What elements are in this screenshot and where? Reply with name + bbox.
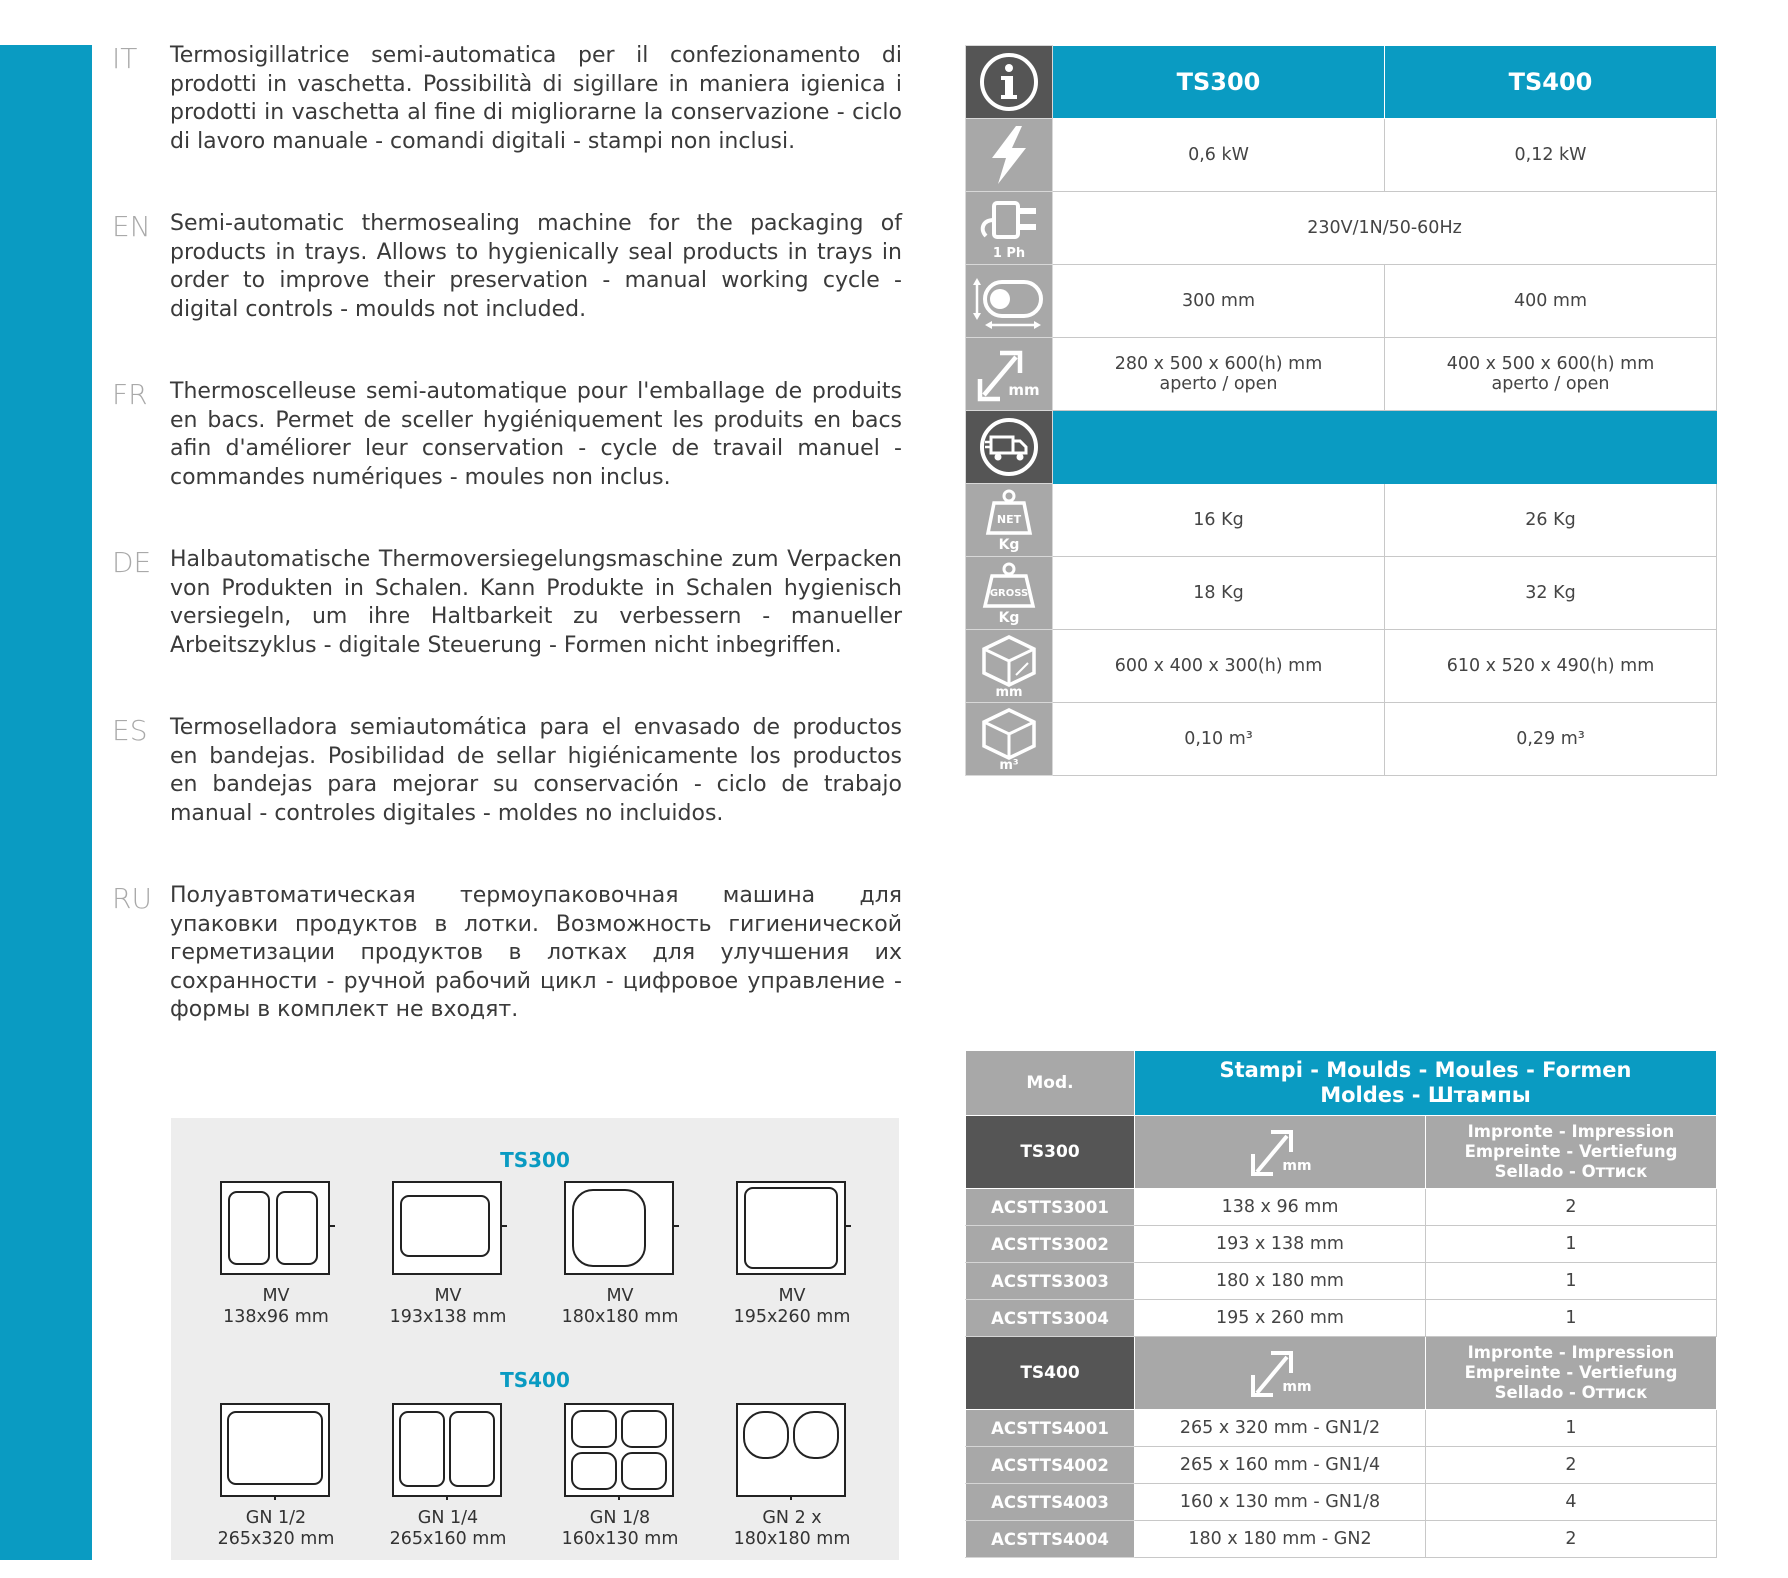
mod-header: Mod.	[966, 1051, 1135, 1116]
description-text: Полуавтоматическая термоупаковочная машина для упаковки продуктов в лотки. Возможность гигиенической герметизации продуктов в лотках для улучшения их сохранности - ручной рабочий цикл - цифровое управление - формы в комплект не входят.	[170, 883, 902, 1022]
mould-gn-two-icon	[727, 1400, 857, 1500]
imprint-line2: Empreinte - Vertiefung	[1464, 1142, 1678, 1161]
ts400-diagram-title: TS400	[500, 1368, 570, 1392]
package-dimensions-ts300: 600 x 400 x 300(h) mm	[1053, 630, 1385, 703]
description-fr	[112, 378, 902, 492]
description-text: Halbautomatische Thermoversiegelungsmaschine zum Verpacken von Produkten in Schalen. Kann Produkte in Schalen hygienisch versiegeln, um ihre Haltbarkeit zu verbessern - manueller Arbeitszyklus - digitale Steuerung - Formen nicht inbegriffen.	[170, 547, 902, 658]
power-icon-cell	[966, 119, 1053, 192]
spec-header-row	[966, 46, 1717, 119]
lightning-icon	[984, 124, 1034, 186]
gross-weight-icon-cell	[966, 557, 1053, 630]
group-model: TS400	[966, 1337, 1135, 1410]
mould-size: 180 x 180 mm - GN2	[1135, 1521, 1426, 1558]
mould-count: 1	[1426, 1410, 1717, 1447]
gross-weight-icon	[978, 560, 1040, 626]
mould-diagram	[373, 1400, 523, 1550]
volume-box-icon	[978, 706, 1040, 772]
mould-type: MV	[262, 1286, 290, 1306]
mould-count: 2	[1426, 1189, 1717, 1226]
mould-code: ACSTTS3003	[966, 1263, 1135, 1300]
mould-type: GN 1/2	[245, 1508, 307, 1528]
table-row	[966, 1447, 1717, 1484]
sealing-width-icon-cell	[966, 265, 1053, 338]
delivery-truck-icon	[978, 416, 1040, 478]
gross-label: GROSS	[989, 588, 1029, 599]
mould-size: 180x180 mm	[561, 1307, 679, 1327]
mould-diagram	[373, 1178, 523, 1328]
mould-count: 4	[1426, 1484, 1717, 1521]
description-de	[112, 546, 902, 660]
group-header-row	[966, 1116, 1717, 1189]
dimensions-arrow-icon	[1245, 1124, 1315, 1180]
mould-gn-quarter-icon	[383, 1400, 513, 1500]
language-code: IT	[112, 42, 138, 75]
mould-code: ACSTTS3001	[966, 1189, 1135, 1226]
imprint-line3: Sellado - Оттиск	[1494, 1383, 1648, 1402]
description-text: Semi-automatic thermosealing machine for the packaging of products in trays. Allows to hygienically seal products in trays in order to improve their preservation - manual working cycle - digital controls - moulds not included.	[170, 211, 902, 322]
mould-size: 265 x 160 mm - GN1/4	[1135, 1447, 1426, 1484]
gross-weight-row	[966, 557, 1717, 630]
language-code: RU	[112, 882, 152, 915]
sealing-width-ts300: 300 mm	[1053, 265, 1385, 338]
delivery-icon-cell	[966, 411, 1053, 484]
mould-size: 138 x 96 mm	[1135, 1189, 1426, 1226]
volume-ts400: 0,29 m³	[1385, 703, 1717, 776]
moulds-header-row	[966, 1051, 1717, 1116]
table-row	[966, 1410, 1717, 1447]
phase-label: 1 Ph	[992, 246, 1026, 261]
mould-diagram	[545, 1178, 695, 1328]
voltage-row	[966, 192, 1717, 265]
language-code: EN	[112, 210, 151, 243]
mould-count: 2	[1426, 1447, 1717, 1484]
shipping-header-row	[966, 411, 1717, 484]
mould-count: 1	[1426, 1300, 1717, 1337]
package-dimensions-icon-cell	[966, 630, 1053, 703]
mould-code: ACSTTS4003	[966, 1484, 1135, 1521]
net-weight-row	[966, 484, 1717, 557]
sidebar-accent-bar	[0, 45, 92, 1560]
language-code: FR	[112, 378, 148, 411]
power-row	[966, 119, 1717, 192]
model-ts400-header: TS400	[1385, 46, 1717, 119]
dimension-icon-cell	[1135, 1337, 1426, 1410]
dimensions-arrow-icon	[1245, 1345, 1315, 1401]
table-row	[966, 1263, 1717, 1300]
info-icon	[978, 51, 1040, 113]
table-row	[966, 1484, 1717, 1521]
mould-type: GN 1/8	[589, 1508, 651, 1528]
mould-large-icon	[727, 1178, 857, 1278]
power-ts400: 0,12 kW	[1385, 119, 1717, 192]
imprint-header	[1426, 1337, 1717, 1410]
dimensions-note: aperto / open	[1159, 374, 1278, 394]
mould-count: 1	[1426, 1263, 1717, 1300]
voltage-value: 230V/1N/50-60Hz	[1053, 192, 1717, 265]
dimensions-icon-cell	[966, 338, 1053, 411]
ts300-diagram-title: TS300	[500, 1148, 570, 1172]
mould-diagram	[717, 1178, 867, 1328]
spec-table	[965, 45, 1717, 776]
group-model: TS300	[966, 1116, 1135, 1189]
moulds-title-line2: Moldes - Штампы	[1320, 1083, 1531, 1107]
mould-type: MV	[434, 1286, 462, 1306]
dimension-icon-cell	[1135, 1116, 1426, 1189]
imprint-line3: Sellado - Оттиск	[1494, 1162, 1648, 1181]
mould-type: MV	[778, 1286, 806, 1306]
dimensions-value: 280 x 500 x 600(h) mm	[1114, 354, 1323, 374]
shipping-header-band	[1053, 411, 1717, 484]
table-row	[966, 1189, 1717, 1226]
imprint-line1: Impronte - Impression	[1467, 1122, 1675, 1141]
plug-icon-cell	[966, 192, 1053, 265]
model-ts300-header: TS300	[1053, 46, 1385, 119]
mould-two-compartment-icon	[211, 1178, 341, 1278]
mould-square-icon	[555, 1178, 685, 1278]
mould-code: ACSTTS3004	[966, 1300, 1135, 1337]
moulds-title-line1: Stampi - Moulds - Moules - Formen	[1219, 1058, 1632, 1082]
description-text: Termosigillatrice semi-automatica per il confezionamento di prodotti in vaschetta. Possibilità di sigillare in maniera igienica i prodotti in vaschetta al fine di migliorarne la conservazione - ciclo di lavoro manuale - comandi digitali - stampi non inclusi.	[170, 43, 902, 154]
package-dimensions-row	[966, 630, 1717, 703]
net-weight-ts300: 16 Kg	[1053, 484, 1385, 557]
sealing-width-ts400: 400 mm	[1385, 265, 1717, 338]
moulds-title	[1135, 1051, 1717, 1116]
dim-unit-label: mm	[1282, 1158, 1312, 1174]
mould-size: 265 x 320 mm - GN1/2	[1135, 1410, 1426, 1447]
sealing-width-icon	[969, 270, 1049, 332]
dimensions-note: aperto / open	[1491, 374, 1610, 394]
dimensions-value: 400 x 500 x 600(h) mm	[1446, 354, 1655, 374]
net-unit: Kg	[998, 537, 1020, 553]
mould-diagram	[201, 1178, 351, 1328]
mould-size: 265x160 mm	[389, 1529, 507, 1549]
gross-weight-ts400: 32 Kg	[1385, 557, 1717, 630]
group-header-row	[966, 1337, 1717, 1410]
mould-size: 160 x 130 mm - GN1/8	[1135, 1484, 1426, 1521]
dimensions-ts400	[1385, 338, 1717, 411]
mould-size: 180 x 180 mm	[1135, 1263, 1426, 1300]
mould-count: 2	[1426, 1521, 1717, 1558]
dimensions-ts300	[1053, 338, 1385, 411]
mould-size: 180x180 mm	[733, 1529, 851, 1549]
power-ts300: 0,6 kW	[1053, 119, 1385, 192]
table-row	[966, 1521, 1717, 1558]
volume-unit: m³	[999, 758, 1019, 772]
net-weight-icon	[978, 487, 1040, 553]
imprint-header	[1426, 1116, 1717, 1189]
volume-row	[966, 703, 1717, 776]
description-en	[112, 210, 902, 324]
net-weight-icon-cell	[966, 484, 1053, 557]
mould-diagram	[717, 1400, 867, 1550]
mould-size: 195x260 mm	[733, 1307, 851, 1327]
mould-diagram	[201, 1400, 351, 1550]
mould-code: ACSTTS4004	[966, 1521, 1135, 1558]
description-ru	[112, 882, 902, 1025]
info-icon-cell	[966, 46, 1053, 119]
mould-size: 160x130 mm	[561, 1529, 679, 1549]
imprint-line2: Empreinte - Vertiefung	[1464, 1363, 1678, 1382]
gross-unit: Kg	[998, 610, 1020, 626]
mould-code: ACSTTS4002	[966, 1447, 1135, 1484]
mould-diagram	[545, 1400, 695, 1550]
mould-diagram-panel	[171, 1118, 899, 1560]
net-weight-ts400: 26 Kg	[1385, 484, 1717, 557]
mould-count: 1	[1426, 1226, 1717, 1263]
dimensions-arrow-icon	[972, 343, 1046, 405]
description-text: Termoselladora semiautomática para el envasado de productos en bandejas. Posibilidad de sellar higiénicamente los productos en bandejas para mejorar su conservación - ciclo de trabajo manual - controles digitales - moldes no incluidos.	[170, 715, 902, 826]
mould-code: ACSTTS3002	[966, 1226, 1135, 1263]
mould-gn-half-icon	[211, 1400, 341, 1500]
net-label: NET	[996, 513, 1022, 526]
mould-size: 193x138 mm	[389, 1307, 507, 1327]
description-es	[112, 714, 902, 828]
package-box-icon	[978, 633, 1040, 699]
gross-weight-ts300: 18 Kg	[1053, 557, 1385, 630]
mould-rectangular-icon	[383, 1178, 513, 1278]
description-text: Thermoscelleuse semi-automatique pour l'emballage de produits en bacs. Permet de sceller hygiéniquement les produits en bacs afin d'améliorer leur conservation - cycle de travail manuel - commandes numériques - moules non inclus.	[170, 379, 902, 490]
mould-type: GN 2 x	[762, 1508, 822, 1528]
sealing-width-row	[966, 265, 1717, 338]
mould-type: MV	[606, 1286, 634, 1306]
moulds-table	[965, 1050, 1717, 1558]
pack-unit: mm	[995, 685, 1023, 699]
table-row	[966, 1226, 1717, 1263]
dim-unit-label: mm	[1282, 1379, 1312, 1395]
dim-unit-label: mm	[1008, 381, 1040, 399]
mould-gn-eighth-icon	[555, 1400, 685, 1500]
language-code: ES	[112, 714, 148, 747]
mould-size: 138x96 mm	[223, 1307, 329, 1327]
volume-icon-cell	[966, 703, 1053, 776]
mould-type: GN 1/4	[417, 1508, 479, 1528]
mould-size: 195 x 260 mm	[1135, 1300, 1426, 1337]
description-it	[112, 42, 902, 156]
table-row	[966, 1300, 1717, 1337]
mould-size: 193 x 138 mm	[1135, 1226, 1426, 1263]
mould-size: 265x320 mm	[217, 1529, 335, 1549]
package-dimensions-ts400: 610 x 520 x 490(h) mm	[1385, 630, 1717, 703]
plug-icon	[972, 195, 1046, 261]
mould-code: ACSTTS4001	[966, 1410, 1135, 1447]
imprint-line1: Impronte - Impression	[1467, 1343, 1675, 1362]
dimensions-row	[966, 338, 1717, 411]
volume-ts300: 0,10 m³	[1053, 703, 1385, 776]
language-code: DE	[112, 546, 152, 579]
